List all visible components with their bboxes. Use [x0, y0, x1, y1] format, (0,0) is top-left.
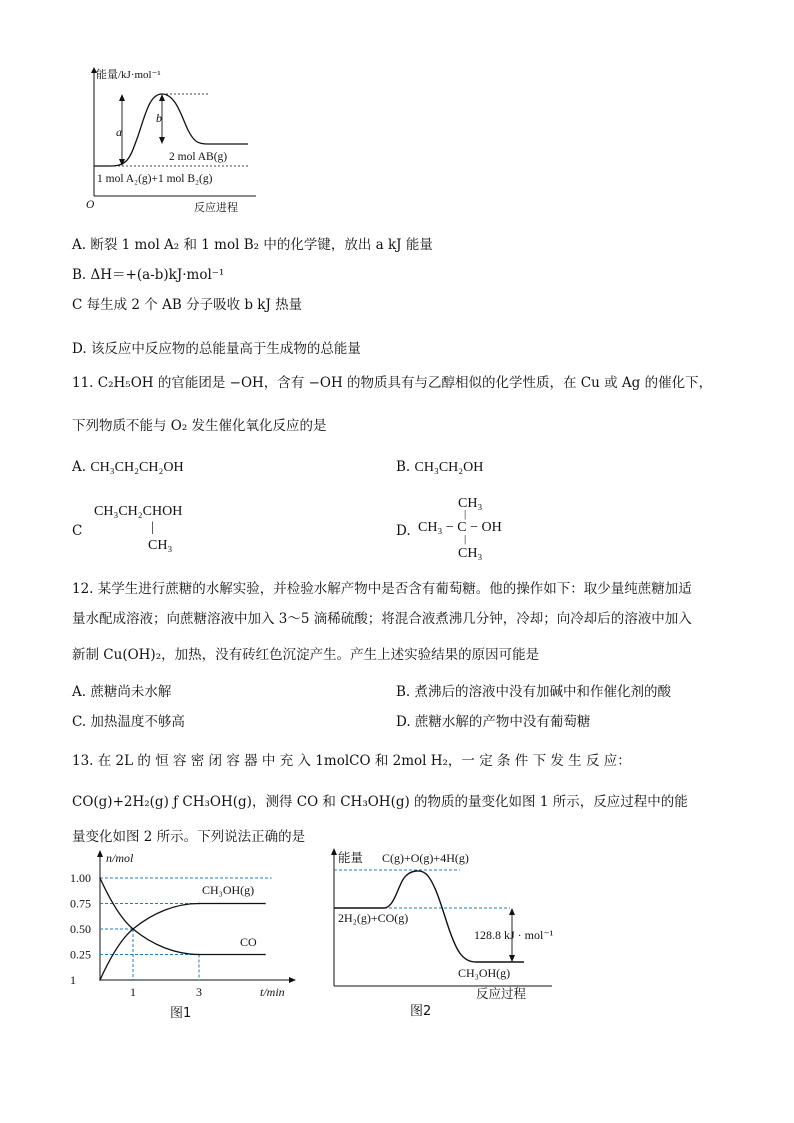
q12-option-b: B. 煮沸后的溶液中没有加碱中和作催化剂的酸 [396, 684, 672, 700]
fig1-y-label: n/mol [106, 851, 134, 865]
fig1-y-tick-label: 0.75 [70, 896, 91, 911]
fig2-delta-label: 128.8 kJ · mol⁻¹ [474, 928, 554, 942]
fig1-point-ch3oh [99, 979, 101, 981]
reactant-label: 1 mol A₂(g)+1 mol B₂(g) [97, 173, 213, 185]
q11-option-a: A. CH₃CH₂CH₂OH [72, 459, 184, 475]
q11-option-d-bottom: CH₃ [458, 546, 483, 561]
q10-option-a: A. 断裂 1 mol A₂ 和 1 mol B₂ 中的化学键，放出 a kJ 能量 [72, 237, 433, 253]
q11-option-d-top: CH₃ [458, 496, 483, 511]
q11-option-d-bar-bottom: | [464, 533, 467, 545]
fig1-point-co [198, 954, 200, 956]
q10-option-c: C 每生成 2 个 AB 分子吸收 b kJ 热量 [72, 297, 303, 313]
q13-line3: 量变化如图 2 所示。下列说法正确的是 [72, 829, 306, 845]
fig2-top-label: C(g)+O(g)+4H(g) [382, 851, 469, 865]
fig2-caption: 图2 [410, 1004, 432, 1019]
origin-label: O [86, 199, 95, 211]
product-label: 2 mol AB(g) [169, 151, 228, 163]
q12-line2: 量水配成溶液；向蔗糖溶液中加入 3～5 滴稀硫酸；将混合液煮沸几分钟，冷却；向冷却后的溶液中加入 [72, 611, 692, 627]
fig1-x-tick-label: 3 [196, 985, 202, 999]
q11-option-b: B. CH₃CH₂OH [396, 459, 484, 475]
x-axis-label: 反应进程 [194, 202, 238, 214]
fig1-caption: 图1 [170, 1006, 192, 1021]
energy-diagram-top [80, 64, 280, 214]
q11-option-c-main: CH₃CH₂CHOH [94, 504, 183, 519]
q12-line3: 新制 Cu(OH)₂，加热，没有砖红色沉淀产生。产生上述实验结果的原因可能是 [72, 647, 540, 663]
fig1-ch3oh-label: CH₃OH(g) [202, 883, 255, 897]
q11-stem-line2: 下列物质不能与 O₂ 发生催化氧化反应的是 [72, 418, 327, 434]
fig2-product-label: CH₃OH(g) [458, 966, 511, 980]
q13-line2: CO(g)+2H₂(g) ƒ CH₃OH(g)，测得 CO 和 CH₃OH(g) 的物质的量变化如图 1 所示，反应过程中的能 [72, 794, 688, 810]
fig1-co-label: CO [240, 935, 257, 949]
figure-2-energy-diagram [326, 846, 566, 1023]
fig1-x-label: t/min [260, 985, 285, 999]
q11-stem-line1: 11. C₂H₅OH 的官能团是 −OH，含有 −OH 的物质具有与乙醇相似的化学性质，在 Cu 或 Ag 的催化下， [72, 375, 713, 391]
fig1-y-tick-label: 0.50 [70, 922, 91, 936]
q12-option-c: C. 加热温度不够高 [72, 714, 185, 730]
q11-option-c-bar: | [151, 520, 154, 535]
fig1-point-ch3oh [264, 903, 266, 905]
fig1-y-tick-label: 0.25 [70, 947, 91, 962]
label-b: b [156, 111, 162, 125]
fig1-point-ch3oh [198, 903, 200, 905]
q12-option-d: D. 蔗糖水解的产物中没有葡萄糖 [396, 714, 591, 730]
fig1-y-tick-label: 1 [70, 973, 76, 987]
q11-option-d-middle: CH₃ − C − OH [418, 520, 502, 535]
q11-option-c-letter: C [72, 523, 83, 539]
y-axis-label: 能量/kJ·mol⁻¹ [96, 69, 161, 81]
fig2-reactant-label: 2H₂(g)+CO(g) [338, 911, 409, 925]
fig1-x-tick-label: 1 [130, 985, 136, 999]
figure-1-chart [66, 848, 306, 1023]
q11-option-c-branch: CH₃ [148, 538, 173, 553]
q10-option-b: B. ΔH＝+(a-b)kJ·mol⁻¹ [72, 267, 225, 283]
q11-option-d-bar-top: | [464, 508, 467, 520]
q11-option-d-letter: D. [396, 523, 411, 539]
fig2-y-label: 能量 [338, 850, 364, 865]
fig1-point-co [99, 877, 101, 879]
label-a: a [116, 125, 122, 139]
q13-line1: 13. 在 2L 的 恒 容 密 闭 容 器 中 充 入 1molCO 和 2mol H₂，一 定 条 件 下 发 生 反 应： [72, 753, 631, 769]
fig1-point-co [132, 928, 134, 930]
fig1-y-tick-label: 1.00 [70, 871, 91, 885]
q12-line1: 12. 某学生进行蔗糖的水解实验，并检验水解产物中是否含有葡萄糖。他的操作如下：取少量纯蔗糖加适 [72, 581, 692, 597]
fig1-point-co [264, 954, 266, 956]
q10-option-d: D. 该反应中反应物的总能量高于生成物的总能量 [72, 341, 361, 357]
fig2-x-label: 反应过程 [476, 986, 527, 1001]
q12-option-a: A. 蔗糖尚未水解 [72, 684, 172, 700]
